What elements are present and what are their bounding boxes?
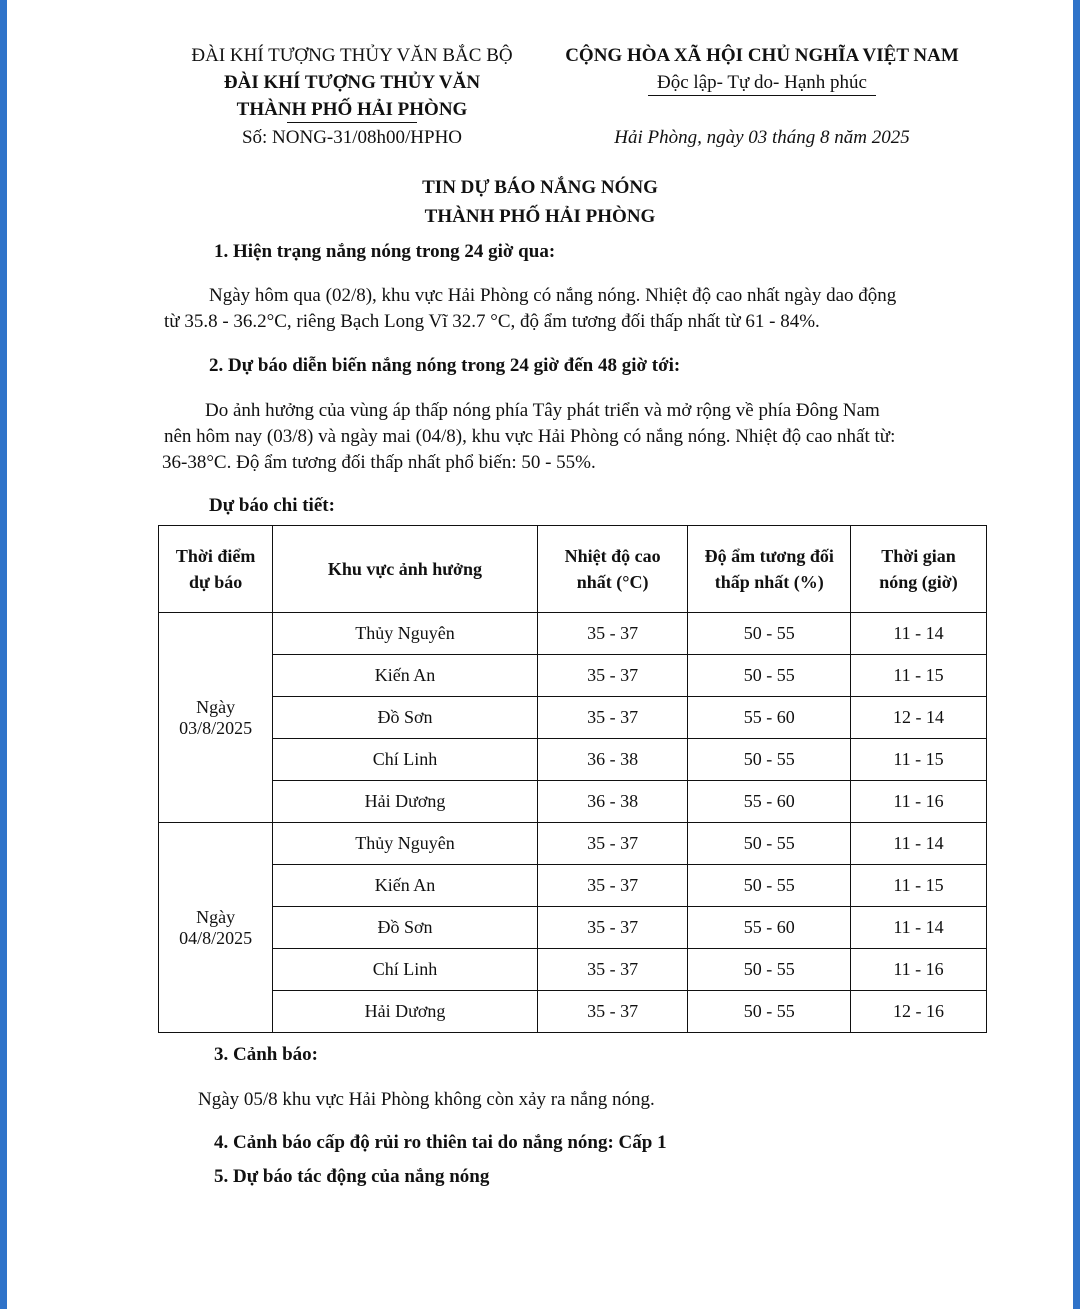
col-header-time [159,526,273,613]
section2-line2: nên hôm nay (03/8) và ngày mai (04/8), khu vực Hải Phòng có nắng nóng. Nhiệt độ cao nhất từ: [164,426,896,447]
area-cell: Hải Dương [273,781,538,823]
date-cell-date: 04/8/2025 [179,927,253,948]
humidity-cell: 50 - 55 [688,613,851,655]
date-cell [159,613,273,823]
document-subtitle: THÀNH PHỐ HẢI PHÒNG [424,206,656,227]
document-page [7,0,1073,1309]
hours-cell: 11 - 15 [851,865,987,907]
table-row [159,907,987,949]
humidity-cell: 55 - 60 [688,697,851,739]
temp-cell: 35 - 37 [537,823,688,865]
document-title: TIN DỰ BÁO NẮNG NÓNG [422,177,658,198]
temp-cell: 35 - 37 [537,949,688,991]
temp-cell: 36 - 38 [537,739,688,781]
col-header-duration-line2: nóng (giờ) [879,572,958,592]
table-row [159,781,987,823]
humidity-cell: 50 - 55 [688,655,851,697]
col-header-temp-line2: nhất (°C) [576,572,649,592]
col-header-humidity-line1: Độ ẩm tương đối [704,546,834,566]
hours-cell: 11 - 14 [851,823,987,865]
table-row [159,991,987,1033]
forecast-table [158,525,987,1033]
table-row [159,823,987,865]
col-header-area [273,526,538,613]
area-cell: Đồ Sơn [273,907,538,949]
date-cell-date: 03/8/2025 [179,717,253,738]
temp-cell: 35 - 37 [537,865,688,907]
date-cell-day: Ngày [196,906,236,927]
humidity-cell: 50 - 55 [688,865,851,907]
agency-city: THÀNH PHỐ HẢI PHÒNG [236,99,468,120]
table-row [159,949,987,991]
hours-cell: 11 - 16 [851,781,987,823]
col-header-temp-line1: Nhiệt độ cao [564,546,661,566]
humidity-cell: 50 - 55 [688,991,851,1033]
col-header-duration-line1: Thời gian [881,546,956,566]
agency-underline [287,122,417,123]
table-row [159,613,987,655]
area-cell: Chí Linh [273,739,538,781]
col-header-duration [851,526,987,613]
section1-heading: 1. Hiện trạng nắng nóng trong 24 giờ qua: [214,241,556,262]
humidity-cell: 55 - 60 [688,781,851,823]
motto-underline [648,95,876,96]
temp-cell: 35 - 37 [537,991,688,1033]
document-number: Số: NONG-31/08h00/HPHO [241,127,463,148]
temp-cell: 35 - 37 [537,613,688,655]
window-frame-left [0,0,7,1309]
humidity-cell: 55 - 60 [688,907,851,949]
hours-cell: 11 - 16 [851,949,987,991]
table-row [159,697,987,739]
area-cell: Đồ Sơn [273,697,538,739]
hours-cell: 11 - 15 [851,739,987,781]
temp-cell: 35 - 37 [537,655,688,697]
table-header-row [159,526,987,613]
col-header-temp [537,526,688,613]
detail-label: Dự báo chi tiết: [209,495,335,516]
section2-line1: Do ảnh hưởng của vùng áp thấp nóng phía Tây phát triển và mở rộng về phía Đông Nam [205,400,880,421]
area-cell: Kiến An [273,865,538,907]
table-row [159,739,987,781]
area-cell: Chí Linh [273,949,538,991]
date-cell-day: Ngày [196,696,236,717]
table-row [159,865,987,907]
area-cell: Kiến An [273,655,538,697]
area-cell: Hải Dương [273,991,538,1033]
section5-heading: 5. Dự báo tác động của nắng nóng [214,1166,490,1187]
window-frame-right [1073,0,1080,1309]
agency-name: ĐÀI KHÍ TƯỢNG THỦY VĂN [223,72,481,93]
hours-cell: 12 - 14 [851,697,987,739]
col-header-humidity [688,526,851,613]
hours-cell: 11 - 14 [851,907,987,949]
col-header-area-text: Khu vực ảnh hưởng [327,559,483,579]
hours-cell: 11 - 15 [851,655,987,697]
section1-line2: từ 35.8 - 36.2°C, riêng Bạch Long Vĩ 32.7 °C, độ ẩm tương đối thấp nhất từ 61 - 84%. [164,311,820,332]
section2-line3: 36-38°C. Độ ẩm tương đối thấp nhất phổ biến: 50 - 55%. [162,452,596,473]
col-header-time-line1: Thời điểm [175,546,256,566]
agency-parent: ĐÀI KHÍ TƯỢNG THỦY VĂN BẮC BỘ [191,45,513,66]
temp-cell: 35 - 37 [537,697,688,739]
humidity-cell: 50 - 55 [688,823,851,865]
date-cell [159,823,273,1033]
humidity-cell: 50 - 55 [688,949,851,991]
hours-cell: 11 - 14 [851,613,987,655]
hours-cell: 12 - 16 [851,991,987,1033]
temp-cell: 35 - 37 [537,907,688,949]
section3-heading: 3. Cảnh báo: [214,1044,318,1065]
section3-text: Ngày 05/8 khu vực Hải Phòng không còn xảy ra nắng nóng. [198,1089,655,1110]
humidity-cell: 50 - 55 [688,739,851,781]
date-place: Hải Phòng, ngày 03 tháng 8 năm 2025 [614,127,910,148]
nation-motto: Độc lập- Tự do- Hạnh phúc [657,72,867,93]
section4-heading: 4. Cảnh báo cấp độ rủi ro thiên tai do nắng nóng: Cấp 1 [214,1132,667,1153]
col-header-humidity-line2: thấp nhất (%) [714,572,824,592]
section1-line1: Ngày hôm qua (02/8), khu vực Hải Phòng có nắng nóng. Nhiệt độ cao nhất ngày dao động [209,285,897,306]
nation-title: CỘNG HÒA XÃ HỘI CHỦ NGHĨA VIỆT NAM [565,45,959,66]
section2-heading: 2. Dự báo diễn biến nắng nóng trong 24 giờ đến 48 giờ tới: [209,355,681,376]
area-cell: Thủy Nguyên [273,823,538,865]
area-cell: Thủy Nguyên [273,613,538,655]
table-row [159,655,987,697]
temp-cell: 36 - 38 [537,781,688,823]
col-header-time-line2: dự báo [188,572,243,592]
